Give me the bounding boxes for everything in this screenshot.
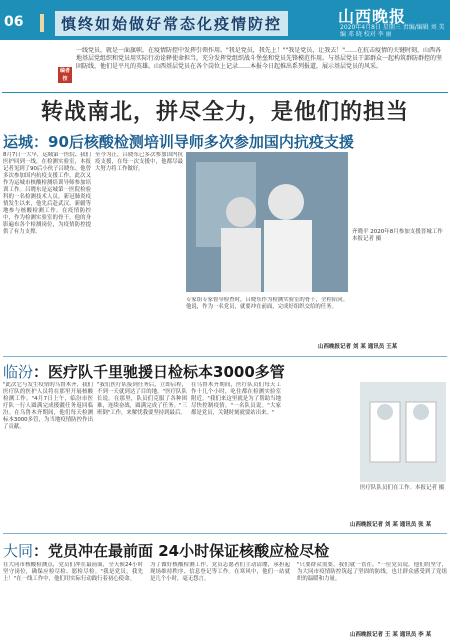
story1-byline: 山西晚报记者 刘 某 通讯员 王某: [318, 344, 398, 350]
story3-col1: 在大同市核酸检测点，党员们冲在最前面，全天候24小时坚守岗位，确保应检尽检、愿检尽检。"我是党员，我先上！"在一线工作中，他们用实际行动践行着初心使命。: [3, 562, 143, 582]
editor-note-text: 一线党员，就是一面旗帜。在疫情防控中发挥引领作用。"我是党员，我先上！""我是党员，让我去！"……在抗击疫情的关键时刻，山西各地基层党组织和党员用实际行动诠释使命担当，充分发挥党组织战斗堡垒和党员先锋模范作用。与基层党员干部群众一起构筑群防群控的坚固防线，他们是平凡的英雄。山西基层党员在各个岗位上记录……本报今日起推出系列报道，展示基层党员的风采。: [76, 47, 443, 70]
masthead-date: 2020年4月8日 星期三 责编/编辑 刘 美编 邓 晓 校对 李 丽: [340, 24, 445, 38]
photo-image: [186, 152, 348, 292]
story3-headline: [3, 540, 329, 561]
story1-photo: [186, 152, 348, 292]
divider: [2, 92, 448, 93]
banner-headline: 转战南北，拼尽全力，是他们的担当: [40, 100, 409, 125]
masthead-logo: 山西晚报: [338, 7, 407, 26]
story2-headline: [3, 361, 285, 382]
photo-image: [360, 382, 446, 482]
column-title: 慎终如始做好常态化疫情防控: [55, 11, 288, 36]
story2-col3: 在乌鲁木齐期间，医疗队员们每天工作十几个小时，吃住都在检测实验室附近。"我们来这里就是为了帮助当地尽快控制疫情。"一名队员说。"大家都是党员，关键时刻就要站出来。": [191, 382, 281, 416]
story3-col2: 为了做好核酸检测工作，党员志愿者们主动请缨，承担起现场维持秩序、信息登记等工作。在寒风中，他们一站就是几个小时，毫无怨言。: [150, 562, 290, 582]
editor-note-tag: 编者按: [59, 68, 70, 82]
story2-col2: "我们医疗队接到任务后，立即启程，不到一天就到达了目的地。"医疗队队长说。在那里，队员们克服了各种困难，连续奋战，圆满完成了任务。"三班倒"工作，来解忧我要坚持到最后。: [97, 382, 187, 416]
story1-place: 运城: [3, 133, 34, 151]
divider: [3, 356, 447, 357]
story1-col1: 8月7日一大早，运城第一医院、我们医护回到一线，在检测实验室，本报记者见到了90后小伙子吕晓东。他曾多次参加国内抗疫支援工作，此次又作为运城市核酸检测培训导师参加培训工作。吕晓东是运城第一医院检验科的一名检测技术人员。新冠肺炎疫情发生以来，他先后赴武汉、新疆等地参与核酸检测工作。在疫情防控中，作为检测实验室的骨干，他的身影遍布各个检测岗位，为疫情防控提供了有力支撑。: [3, 152, 91, 235]
page-header: [0, 0, 450, 40]
header-stripe: [40, 14, 44, 32]
story1-col2: 至今为止，吕晓东已多次参加国内抗疫支援，在每一次支援中，他都尽最大努力将工作做好。: [95, 152, 183, 172]
story2-byline: 山西晚报记者 刘 某 通讯员 张 某: [350, 522, 432, 528]
story2-place: 临汾: [3, 363, 34, 381]
story1-caption: 齐晓平 2020年8月参加支援晋城工作本报记者 摄: [352, 229, 443, 242]
story2-photo: [360, 382, 446, 482]
story1-col3: 专家组专家督导检查时，吕晓东作为检测实验室的骨干，全程陪同。他说，作为一名党员，就要冲在前面，完成好组织交给的任务。: [186, 297, 348, 310]
story2-title: ：医疗队千里驰援日检标本3000多管: [33, 363, 285, 381]
page-number: 06: [4, 14, 24, 30]
story2-caption: 医疗队队员们在工作。本报记者 摄: [360, 485, 445, 491]
story2-col1: "此次它与发生疫情的乌鲁木齐，我们医疗队的医护人员将在那里开展核酸检测工作。"4月7日上午，临汾市医疗队一行人圆满完成援疆任务返回临汾。在乌鲁木齐期间，他们每天检测标本3000多管，为当地疫情防控作出了贡献。: [3, 382, 93, 430]
story3-title: ：党员冲在最前面 24小时保证核酸应检尽检: [33, 542, 330, 560]
story3-byline: 山西晚报记者 王 某 通讯员 李 某: [350, 632, 432, 638]
story1-title: ：90后核酸检测培训导师多次参加国内抗疫支援: [33, 133, 354, 151]
story3-place: 大同: [3, 542, 34, 560]
divider: [3, 533, 447, 534]
story1-headline: [3, 131, 354, 152]
story3-col3: "只要群众需要，我们就一直在。"一位党员说。他们的坚守，为大同市疫情防控筑起了坚固的防线，也让群众感受到了党组织的温暖和力量。: [297, 562, 447, 582]
